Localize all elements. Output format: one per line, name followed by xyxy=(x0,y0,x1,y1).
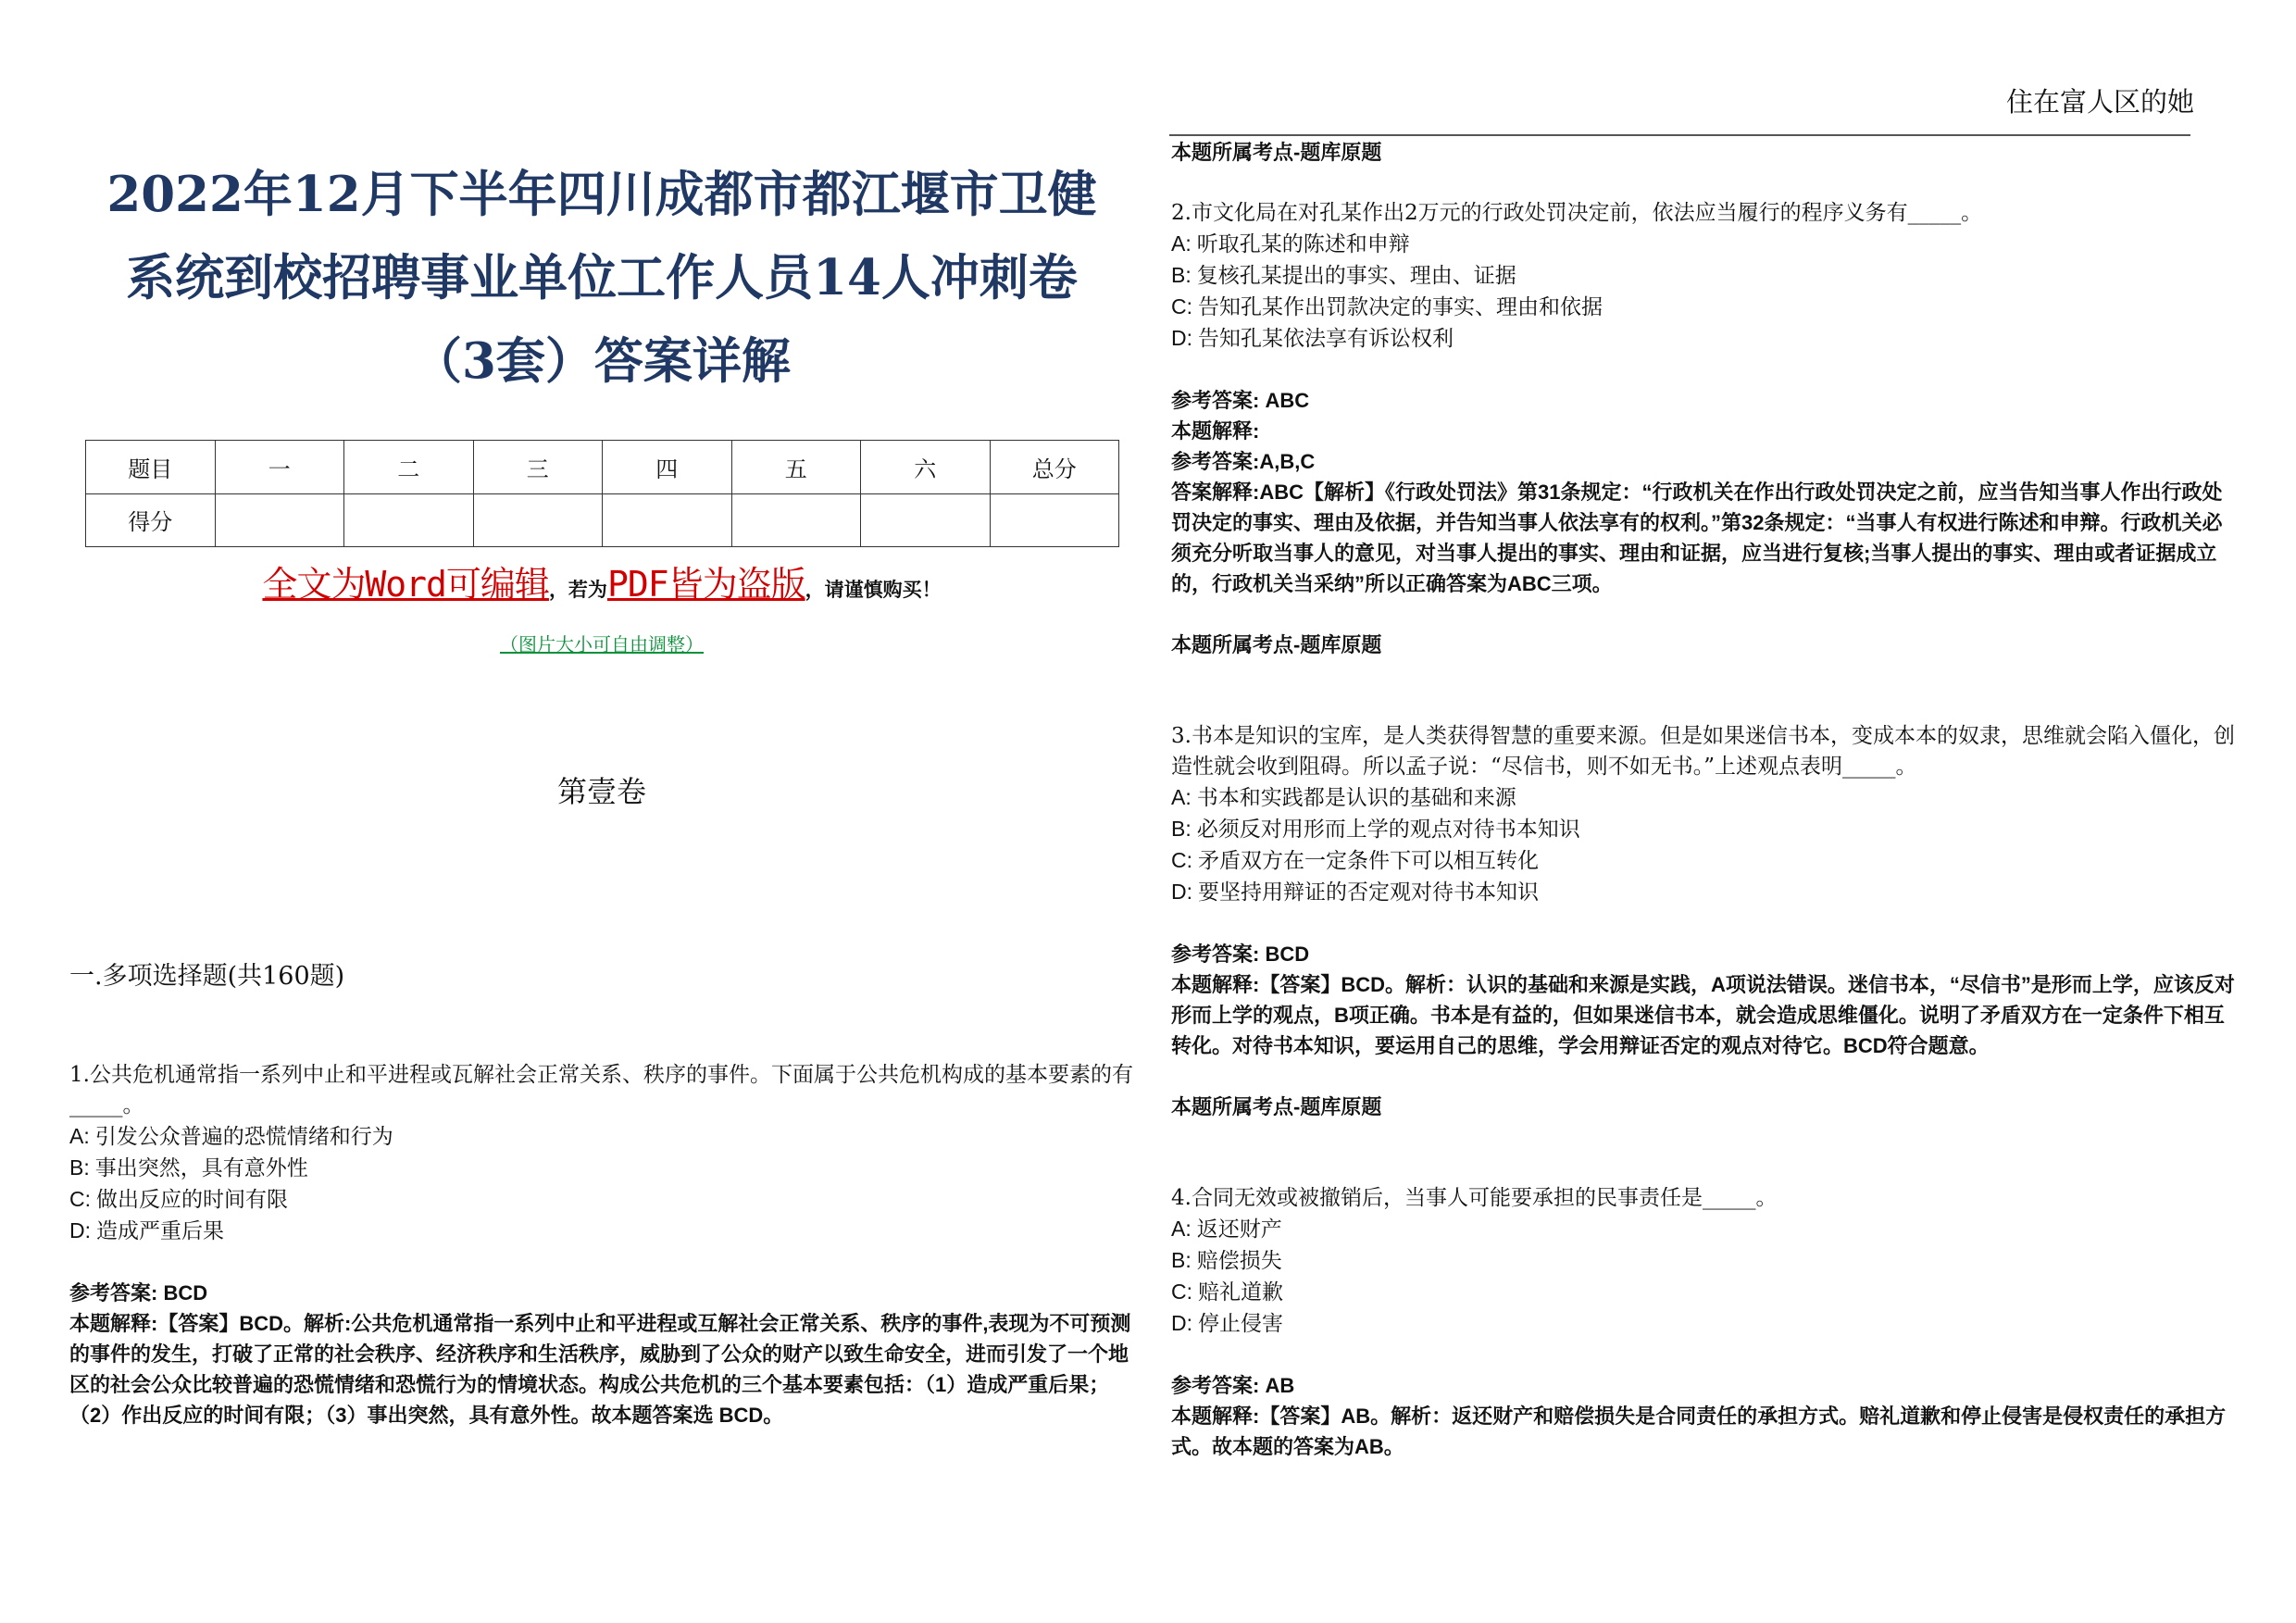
question-1 xyxy=(69,1060,1134,1430)
question-text: 4.合同无效或被撤销后，当事人可能要承担的民事责任是_____。 xyxy=(1171,1186,1778,1210)
title-line-2: 系统到校招聘事业单位工作人员14人冲刺卷 xyxy=(126,249,1078,306)
option-a xyxy=(69,1121,1134,1153)
score-table-cell: 五 xyxy=(731,441,861,494)
header-author: 住在富人区的她 xyxy=(2005,86,2194,118)
option-letter: A: xyxy=(69,1124,90,1148)
section-title: 一.多项选择题(共160题) xyxy=(69,962,345,991)
option-d xyxy=(1171,323,2240,355)
question-3 xyxy=(1171,721,2240,1122)
option-text: 事出突然，具有意外性 xyxy=(94,1156,308,1180)
answer-explanation: 答案解释:ABC【解析】《行政处罚法》第31条规定：“行政机关在作出行政处罚决定之前，应当告知当事人作出行政处罚决定的事实、理由及依据，并告知当事人依法享有的权利。”第32条规定：“当事人有权进行陈述和申辩。行政机关必须充分听取当事人的意见，对当事人提出的事实、理由和证据，应当进行复核;当事人提出的事实、理由或者证据成立的，行政机关当采纳”所以正确答案为ABC三项。 xyxy=(1171,481,2223,595)
score-table-cell: 二 xyxy=(344,441,474,494)
option-letter: D: xyxy=(1171,880,1192,904)
title-line-1: 2022年12月下半年四川成都市都江堰市卫健 xyxy=(106,166,1097,223)
option-c xyxy=(1171,845,2240,877)
option-letter: A: xyxy=(1171,785,1192,809)
score-table-cell: 得分 xyxy=(86,493,216,547)
reference-answer: 参考答案: AB xyxy=(1171,1374,1295,1397)
option-text: 矛盾双方在一定条件下可以相互转化 xyxy=(1198,849,1539,873)
question-4 xyxy=(1171,1183,2240,1462)
option-text: 返还财产 xyxy=(1196,1217,1282,1242)
reference-answer: 参考答案: ABC xyxy=(1171,389,1310,412)
right-column xyxy=(1171,137,2240,1462)
score-table-empty-cell xyxy=(344,493,474,547)
header-divider xyxy=(1169,134,2190,136)
answer-explanation: 本题解释:【答案】AB。解析：返还财产和赔偿损失是合同责任的承担方式。赔礼道歉和停止侵害是侵权责任的承担方式。故本题的答案为AB。 xyxy=(1171,1405,2227,1458)
option-d xyxy=(1171,1308,2240,1340)
notice-word-editable: 全文为Word可编辑 xyxy=(262,564,549,605)
score-table xyxy=(85,440,1119,547)
option-letter: C: xyxy=(1171,294,1192,318)
option-a xyxy=(1171,229,2240,260)
score-table-empty-cell xyxy=(215,493,344,547)
option-text: 告知孔某作出罚款决定的事实、理由和依据 xyxy=(1198,295,1603,319)
score-table-empty-cell xyxy=(990,493,1119,547)
answer-explanation: 本题解释:【答案】BCD。解析：认识的基础和来源是实践，A项说法错误。迷信书本，“尽信书”是形而上学，应该反对形而上学的观点，B项正确。书本是有益的，但如果迷信书本，就会造成思维僵化。说明了矛盾双方在一定条件下相互转化。对待书本知识，要运用自己的思维，学会用辩证否定的观点对待它。BCD符合题意。 xyxy=(1171,973,2235,1057)
option-text: 停止侵害 xyxy=(1198,1312,1283,1336)
option-b xyxy=(69,1153,1134,1184)
score-table-cell: 六 xyxy=(861,441,991,494)
document-title xyxy=(56,153,1148,403)
reference-answer-detail: 参考答案:A,B,C xyxy=(1171,450,1316,473)
option-text: 必须反对用形而上学的观点对待书本知识 xyxy=(1196,818,1580,842)
option-letter: A: xyxy=(1171,1217,1192,1241)
score-table-empty-cell xyxy=(861,493,991,547)
option-text: 听取孔某的陈述和申辩 xyxy=(1196,232,1410,256)
score-table-cell: 一 xyxy=(215,441,344,494)
option-text: 造成严重后果 xyxy=(96,1219,224,1243)
score-table-cell: 三 xyxy=(473,441,603,494)
topic-note: 本题所属考点-题库原题 xyxy=(1171,1095,1382,1118)
score-table-empty-cell xyxy=(603,493,732,547)
option-text: 引发公众普遍的恐慌情绪和行为 xyxy=(94,1125,393,1149)
option-a xyxy=(1171,1214,2240,1245)
option-letter: B: xyxy=(1171,1248,1192,1272)
option-text: 赔礼道歉 xyxy=(1198,1280,1283,1305)
topic-note: 本题所属考点-题库原题 xyxy=(1171,633,1382,656)
score-table-empty-cell xyxy=(473,493,603,547)
option-text: 赔偿损失 xyxy=(1196,1249,1282,1273)
score-table-empty-cell xyxy=(731,493,861,547)
option-c xyxy=(1171,1277,2240,1308)
score-table-header-row xyxy=(86,441,1119,494)
option-letter: C: xyxy=(1171,848,1192,872)
option-letter: A: xyxy=(1171,231,1192,256)
title-line-3: （3套）答案详解 xyxy=(413,332,791,390)
volume-title: 第壹卷 xyxy=(556,774,646,809)
option-letter: B: xyxy=(1171,263,1192,287)
option-c xyxy=(1171,292,2240,323)
question-text: 1.公共危机通常指一系列中止和平进程或瓦解社会正常关系、秩序的事件。下面属于公共危机构成的基本要素的有_____。 xyxy=(69,1063,1133,1117)
option-c xyxy=(69,1184,1134,1216)
option-letter: C: xyxy=(1171,1280,1192,1304)
option-a xyxy=(1171,782,2240,814)
option-text: 要坚持用辩证的否定观对待书本知识 xyxy=(1198,880,1539,905)
option-text: 书本和实践都是认识的基础和来源 xyxy=(1196,786,1516,810)
option-text: 做出反应的时间有限 xyxy=(96,1188,288,1212)
score-table-cell: 题目 xyxy=(86,441,216,494)
option-b xyxy=(1171,260,2240,292)
option-letter: D: xyxy=(1171,1311,1192,1335)
option-letter: D: xyxy=(69,1218,91,1242)
editable-notice xyxy=(56,556,1148,606)
score-table-cell: 总分 xyxy=(990,441,1119,494)
image-adjust-note: （图片大小可自由调整） xyxy=(500,633,704,655)
option-text: 复核孔某提出的事实、理由、证据 xyxy=(1196,264,1516,288)
option-letter: B: xyxy=(69,1155,90,1180)
option-b xyxy=(1171,1245,2240,1277)
notice-text: ，若为 xyxy=(548,579,607,601)
option-letter: C: xyxy=(69,1187,91,1211)
option-text: 告知孔某依法享有诉讼权利 xyxy=(1198,327,1454,351)
notice-pdf-piracy: PDF皆为盗版 xyxy=(606,564,805,605)
option-letter: D: xyxy=(1171,326,1192,350)
option-d xyxy=(69,1216,1134,1247)
reference-answer: 参考答案: BCD xyxy=(69,1281,208,1305)
option-letter: B: xyxy=(1171,817,1192,841)
answer-explanation: 本题解释:【答案】BCD。解析:公共危机通常指一系列中止和平进程或互解社会正常关系、秩序的事件,表现为不可预测的事件的发生，打破了正常的社会秩序、经济秩序和生活秩序，威胁到了公众的财产以致生命安全，进而引发了一个地区的社会公众比较普遍的恐慌情绪和恐慌行为的情境状态。构成公共危机的三个基本要素包括：（1）造成严重后果；（2）作出反应的时间有限；（3）事出突然，具有意外性。故本题答案选 BCD。 xyxy=(69,1312,1131,1427)
score-table-score-row xyxy=(86,493,1119,547)
explanation-label: 本题解释: xyxy=(1171,419,1260,443)
question-2 xyxy=(1171,198,2240,660)
score-table-cell: 四 xyxy=(603,441,732,494)
topic-note: 本题所属考点-题库原题 xyxy=(1171,141,1382,164)
option-b xyxy=(1171,814,2240,845)
question-text: 2.市文化局在对孔某作出2万元的行政处罚决定前，依法应当履行的程序义务有_____。 xyxy=(1171,201,1983,225)
option-d xyxy=(1171,877,2240,908)
reference-answer: 参考答案: BCD xyxy=(1171,943,1310,966)
notice-text: ，请谨慎购买！ xyxy=(805,579,942,601)
question-text: 3.书本是知识的宝库，是人类获得智慧的重要来源。但是如果迷信书本，变成本本的奴隶，思维就会陷入僵化，创造性就会收到阻碍。所以孟子说：“尽信书，则不如无书。”上述观点表明_____。 xyxy=(1171,724,2235,779)
